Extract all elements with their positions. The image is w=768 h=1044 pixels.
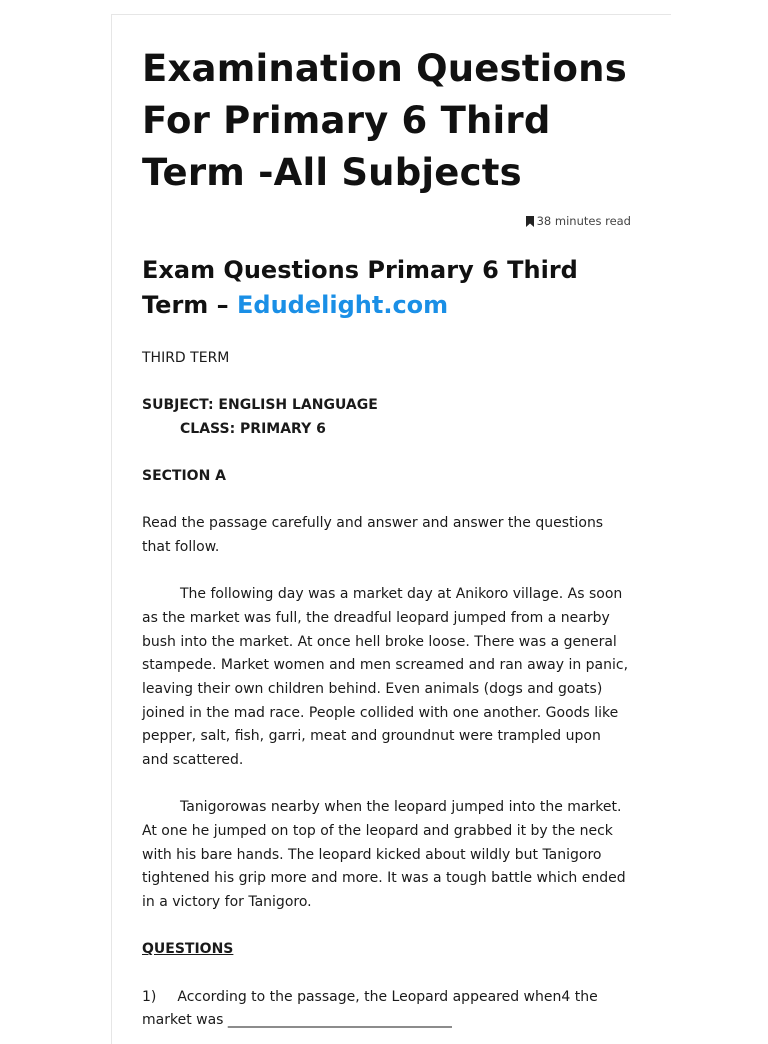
question-1-text: According to the passage, the Leopard appeared when4 the market was ________________________________ xyxy=(142,988,598,1029)
passage-paragraph-1-text: The following day was a market day at Anikoro village. As soon as the market was full, the dreadful leopard jumped from a nearby bush into the market. At once hell broke loose. There was a general stampede. Market women and men screamed and ran away in panic, leaving their own children behind. Even animals (dogs and goats) joined in the mad race. People collided with one another. Goods like pepper, salt, fish, garri, meat and groundnut were trampled upon and scattered. xyxy=(142,586,629,769)
article-card xyxy=(111,14,671,1044)
passage-paragraph-2-text: Tanigorowas nearby when the leopard jumped into the market. At one he jumped on top of the leopard and grabbed it by the neck with his bare hands. The leopard kicked about wildly but Tanigoro tightened his grip more and more. It was a tough battle which ended in a victory for Tanigoro. xyxy=(142,799,626,911)
page-title: Examination Questions For Primary 6 Third Term -All Subjects xyxy=(142,47,627,194)
article-body xyxy=(142,347,630,1033)
instruction-text: Read the passage carefully and answer and answer the questions that follow. xyxy=(142,515,604,556)
bookmark-icon xyxy=(526,216,534,227)
read-time xyxy=(526,214,631,228)
question-1 xyxy=(142,986,630,1033)
subtitle-text: Exam Questions Primary 6 Third Term – xyxy=(142,256,578,319)
term-label: THIRD TERM xyxy=(142,350,230,366)
class-label: CLASS: PRIMARY 6 xyxy=(180,420,326,437)
question-1-number: 1) xyxy=(142,988,157,1005)
read-time-label: 38 minutes read xyxy=(536,214,631,228)
article-subtitle xyxy=(142,253,612,323)
passage-paragraph-1 xyxy=(142,583,630,773)
questions-heading: QUESTIONS xyxy=(142,941,234,958)
subject-label: SUBJECT: ENGLISH LANGUAGE xyxy=(142,397,378,414)
section-heading: SECTION A xyxy=(142,468,227,485)
passage-paragraph-2 xyxy=(142,796,630,915)
edudelight-link[interactable]: Edudelight.com xyxy=(237,291,449,319)
